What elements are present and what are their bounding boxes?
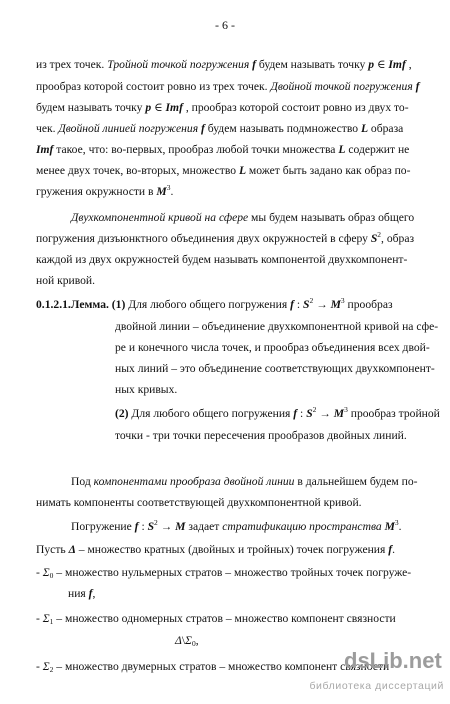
- text-segment: погружения дизъюнктного объединения двух окружностей в сферу: [36, 232, 371, 245]
- text-segment: ных линий – это объединение соответствующих двухкомпонент-: [115, 362, 435, 375]
- text-segment: →: [313, 298, 331, 311]
- text-segment: Погружение: [71, 520, 135, 533]
- text-line: [36, 566, 411, 580]
- watermark-subtitle: библиотека диссертаций: [309, 680, 444, 692]
- text-line: [36, 164, 410, 178]
- text-line: [115, 383, 177, 397]
- text-segment: S: [147, 520, 155, 533]
- text-segment: ,: [92, 587, 96, 600]
- text-segment: Σ: [42, 660, 50, 673]
- text-segment: образа: [368, 122, 404, 135]
- text-segment: -: [36, 566, 43, 579]
- text-segment: ре и конечного числа точек, и прообраз объединения всех двой-: [115, 341, 430, 354]
- text-segment: f: [290, 298, 294, 311]
- text-segment: Тройной точкой погружения: [107, 58, 253, 71]
- text-segment: – множество одномерных стратов – множество компонент связности: [53, 612, 396, 625]
- text-segment: 0: [191, 639, 196, 648]
- text-segment: 2: [154, 518, 158, 527]
- text-line: [36, 143, 409, 157]
- text-line: [36, 58, 412, 72]
- text-segment: S: [370, 232, 378, 245]
- text-segment: Σ: [42, 612, 50, 625]
- text-segment: S: [302, 298, 310, 311]
- watermark: [309, 648, 444, 694]
- text-segment: f: [134, 520, 139, 533]
- text-segment: Imf: [165, 101, 183, 114]
- text-segment: f: [415, 80, 420, 93]
- text-segment: f: [388, 543, 393, 556]
- text-segment: Двойной точкой погружения: [270, 80, 416, 93]
- text-segment: – множество нульмерных стратов – множество тройных точек погруже-: [53, 566, 412, 579]
- text-segment: – множество кратных (двойных и тройных) точек погружения: [75, 543, 389, 556]
- text-segment: компонентами прообраза двойной линии: [93, 475, 295, 488]
- text-segment: M: [330, 298, 341, 311]
- text-segment: M: [175, 520, 186, 533]
- text-segment: Σ: [42, 566, 50, 579]
- text-segment: ной кривой.: [36, 274, 96, 287]
- text-segment: p: [368, 58, 375, 71]
- text-segment: f: [88, 587, 93, 600]
- text-segment: будем называть точку: [255, 58, 369, 71]
- text-segment: будем называть подмножество: [204, 122, 361, 135]
- text-segment: (2): [115, 407, 129, 420]
- text-line: [115, 320, 438, 334]
- text-line: [36, 80, 420, 94]
- text-line: [115, 362, 435, 376]
- text-segment: такое, что: во-первых, прообраз любой точки множества: [53, 143, 339, 156]
- text-segment: S: [306, 407, 313, 420]
- text-segment: , прообраз которой состоит ровно из двух то-: [182, 101, 409, 114]
- text-line: [36, 122, 403, 136]
- text-segment: в дальнейшем будем по-: [294, 475, 418, 488]
- text-segment: :: [293, 298, 303, 311]
- text-segment: ∈: [374, 58, 389, 71]
- text-segment: стратификацию пространства: [222, 520, 385, 533]
- text-line: [36, 185, 173, 199]
- text-segment: каждой из двух окружностей будем называть компонентой двухкомпонент-: [36, 253, 408, 266]
- text-segment: 3: [166, 183, 171, 192]
- text-segment: \: [181, 634, 186, 647]
- text-segment: (1): [108, 298, 126, 311]
- text-segment: нимать компоненты соответствующей двухкомпонентной кривой.: [36, 496, 362, 509]
- page-number: - 6 -: [215, 18, 235, 32]
- text-segment: →: [316, 407, 334, 420]
- text-segment: 2: [309, 296, 314, 305]
- text-segment: Под: [71, 475, 94, 488]
- text-segment: прообраз тройной: [347, 407, 440, 420]
- text-segment: точки - три точки пересечения прообразов двойных линий.: [115, 429, 407, 442]
- text-segment: ∈: [151, 101, 166, 114]
- text-segment: прообраз которой состоит ровно из трех точек.: [36, 80, 271, 93]
- text-line: [175, 634, 199, 648]
- text-segment: может быть задано как образ по-: [246, 164, 411, 177]
- text-segment: Δ: [68, 543, 76, 556]
- text-segment: будем называть точку: [36, 101, 146, 114]
- text-line: [36, 253, 407, 267]
- text-segment: Пусть: [36, 543, 69, 556]
- text-line: [71, 211, 414, 225]
- text-segment: прообраз: [344, 298, 393, 311]
- text-segment: L: [360, 122, 369, 135]
- text-segment: мы будем называть образ общего: [248, 211, 415, 224]
- text-segment: Imf: [388, 58, 406, 71]
- text-segment: из трех точек.: [36, 58, 108, 71]
- text-segment: ,: [405, 58, 412, 71]
- text-segment: 3: [340, 296, 345, 305]
- text-segment: Δ: [175, 634, 182, 647]
- text-segment: Для любого общего погружения: [128, 407, 294, 420]
- text-segment: чек.: [36, 122, 59, 135]
- text-segment: f: [293, 407, 298, 420]
- text-line: [71, 475, 418, 489]
- text-segment: гружения окружности в: [36, 185, 157, 198]
- text-segment: .: [398, 520, 402, 533]
- text-segment: Двухкомпонентной кривой на сфере: [71, 211, 249, 224]
- text-segment: двойной линии – объединение двухкомпонентной кривой на сфе-: [115, 320, 439, 333]
- text-segment: -: [36, 660, 43, 673]
- text-line: [115, 341, 430, 355]
- text-line: [68, 587, 95, 601]
- text-segment: ных кривых.: [115, 383, 178, 396]
- text-segment: 1: [49, 617, 54, 626]
- text-line: [36, 496, 362, 510]
- text-line: [36, 101, 409, 115]
- text-segment: :: [297, 407, 307, 420]
- text-segment: – множество двумерных стратов – множество компонент связности: [53, 660, 390, 673]
- text-segment: Двойной линией погружения: [58, 122, 201, 135]
- text-segment: M: [156, 185, 167, 198]
- text-segment: 0.1.2.1.Лемма.: [36, 298, 109, 311]
- text-line: [36, 543, 395, 557]
- text-segment: ,: [195, 634, 199, 647]
- text-segment: f: [252, 58, 256, 71]
- text-segment: 2: [377, 230, 382, 239]
- text-segment: .: [170, 185, 174, 198]
- text-segment: содержит не: [345, 143, 410, 156]
- text-line: [36, 298, 393, 312]
- text-segment: .: [392, 543, 396, 556]
- text-segment: менее двух точек, во-вторых, множество: [36, 164, 239, 177]
- text-segment: L: [238, 164, 247, 177]
- watermark-logo: dsLib.net: [344, 648, 442, 673]
- text-segment: 2: [49, 665, 54, 674]
- text-segment: →: [157, 520, 176, 533]
- text-segment: Σ: [185, 634, 192, 647]
- text-segment: , образ: [381, 232, 415, 245]
- text-segment: :: [138, 520, 148, 533]
- text-segment: p: [145, 101, 152, 114]
- text-segment: ния: [68, 587, 89, 600]
- text-line: [36, 232, 414, 246]
- text-segment: 3: [394, 518, 399, 527]
- text-line: [115, 407, 440, 421]
- text-segment: f: [201, 122, 205, 135]
- text-line: [36, 660, 389, 674]
- text-line: [71, 520, 402, 534]
- text-segment: L: [338, 143, 346, 156]
- text-segment: M: [333, 407, 345, 420]
- text-segment: задает: [185, 520, 223, 533]
- text-line: [36, 612, 396, 626]
- text-segment: -: [36, 612, 43, 625]
- text-segment: Imf: [36, 143, 54, 156]
- text-segment: M: [384, 520, 395, 533]
- text-line: [36, 274, 95, 288]
- text-segment: Для любого общего погружения: [125, 298, 291, 311]
- text-segment: 2: [312, 405, 317, 414]
- text-segment: 0: [49, 571, 54, 580]
- text-line: [115, 429, 407, 443]
- text-segment: 3: [344, 405, 348, 414]
